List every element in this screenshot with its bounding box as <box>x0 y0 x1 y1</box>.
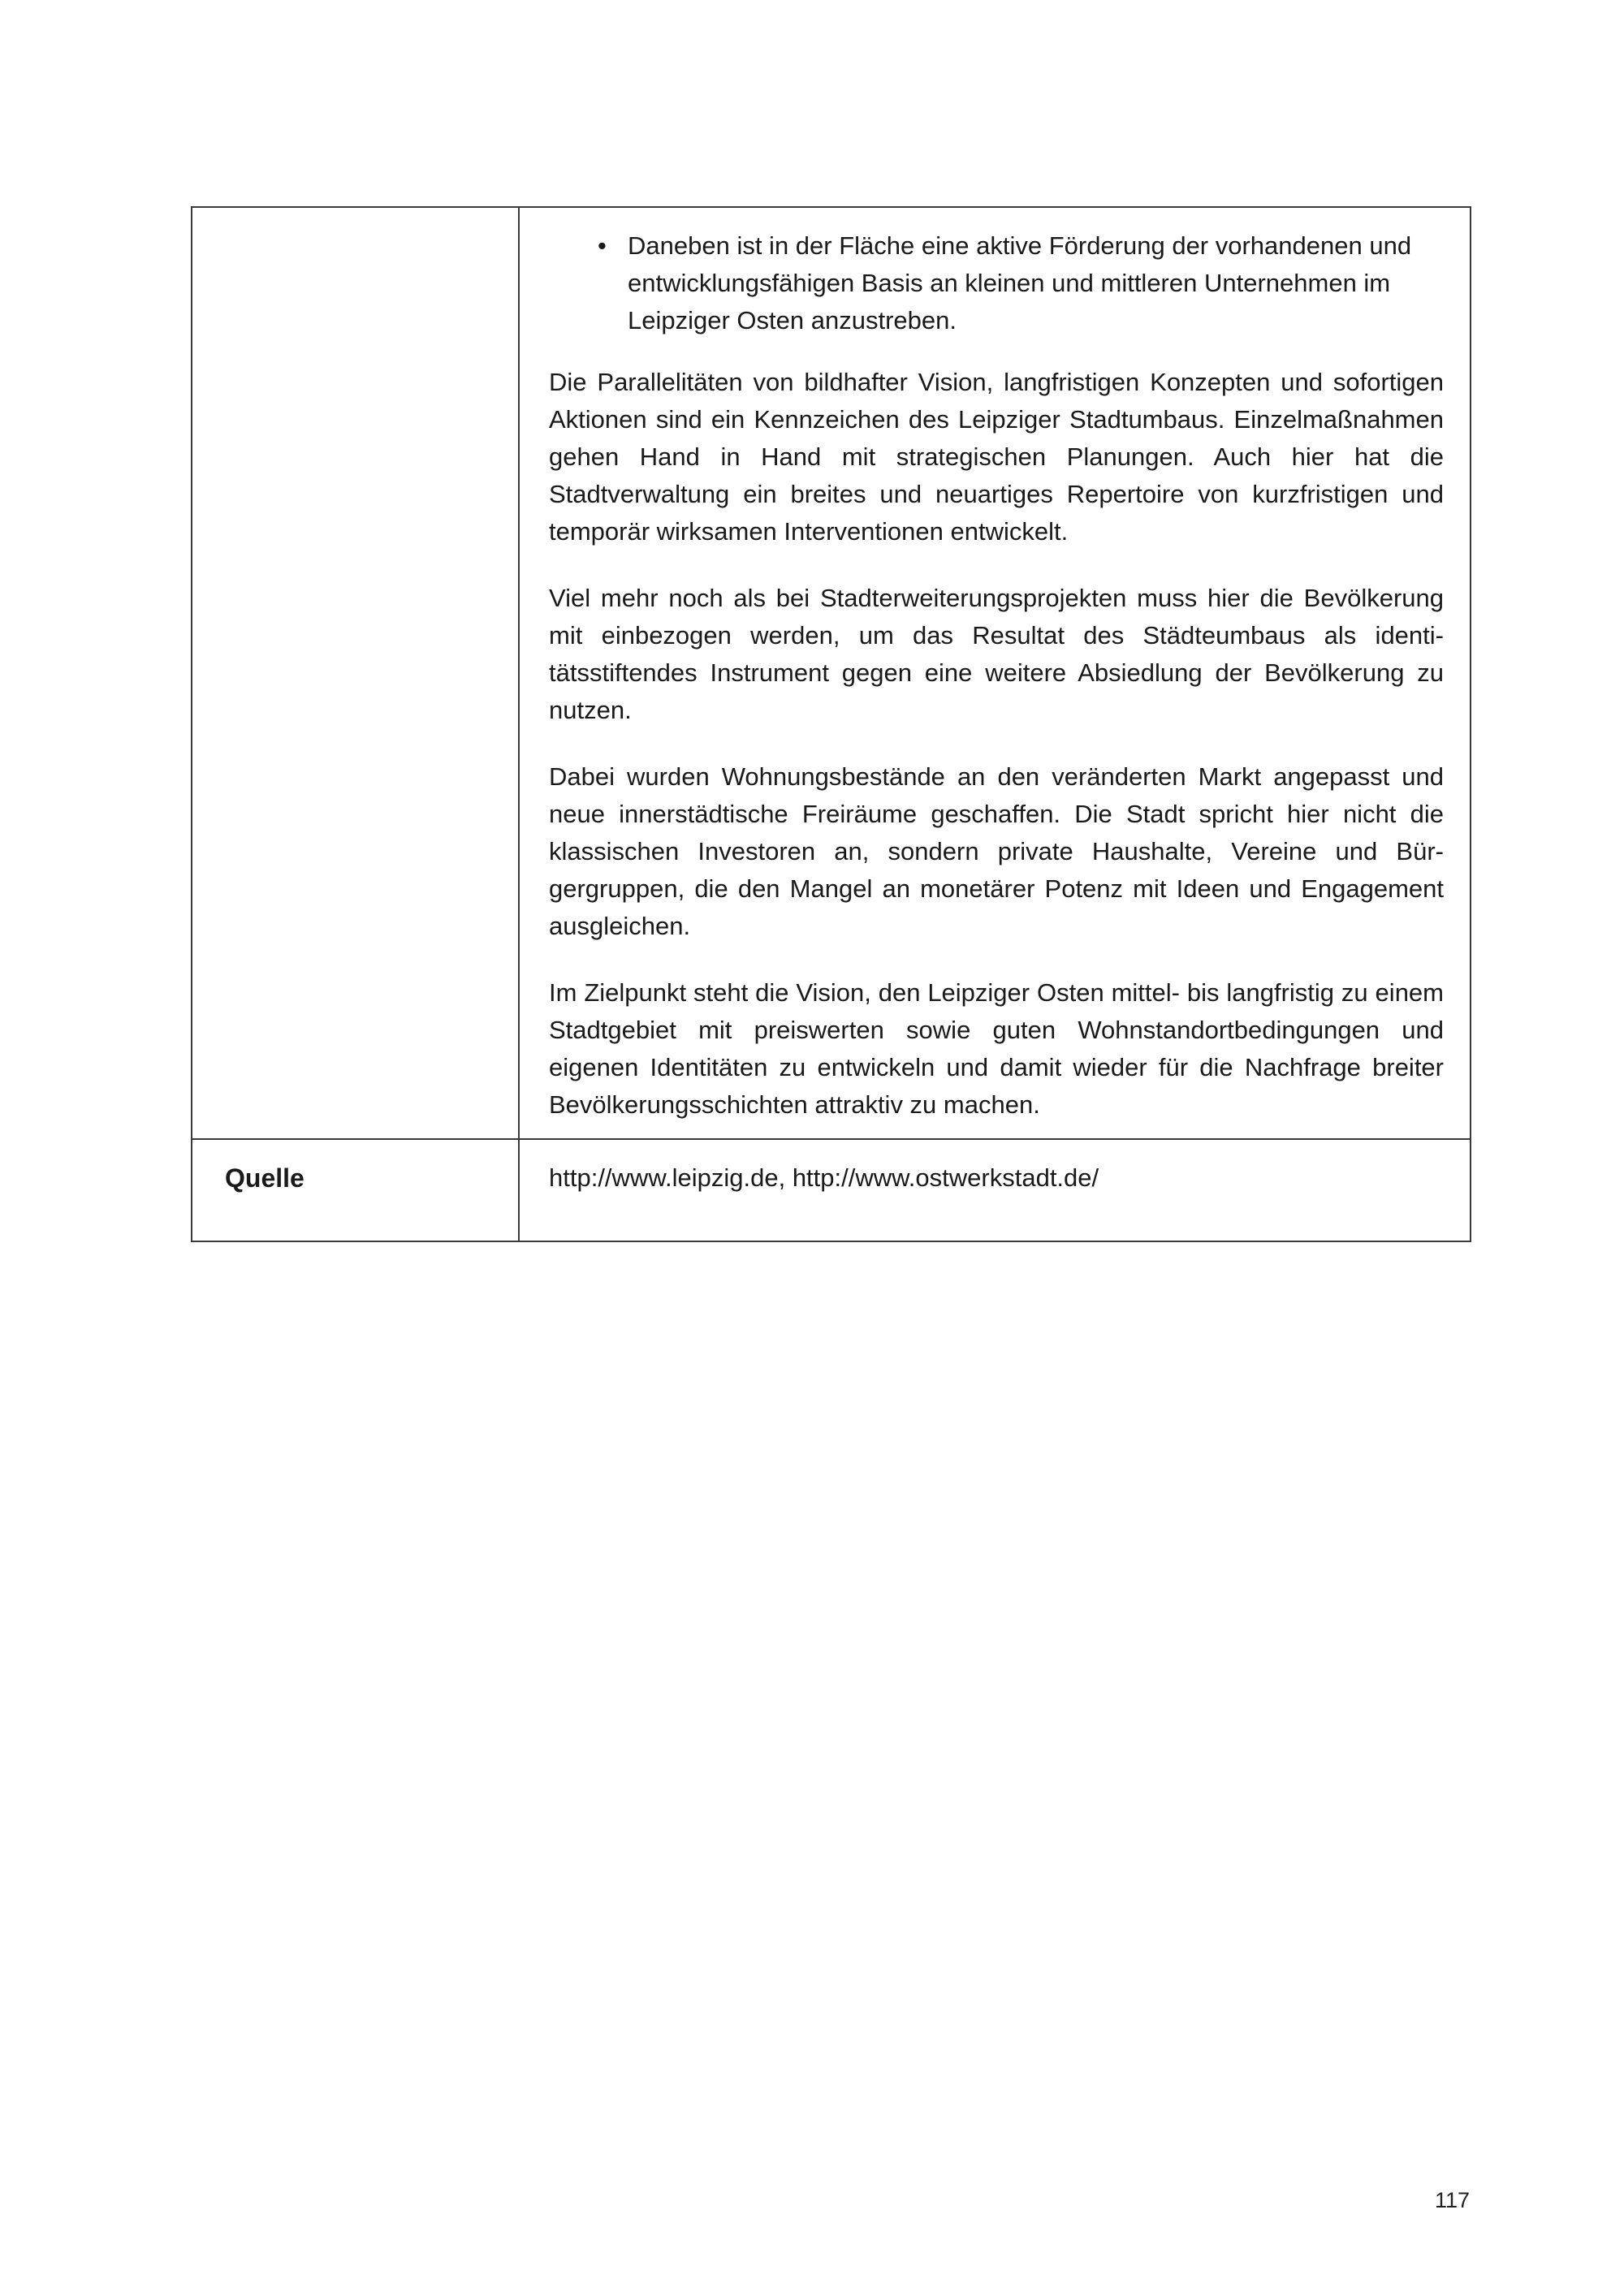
list-item <box>598 227 1444 339</box>
paragraph: Im Zielpunkt steht die Vision, den Leipziger Osten mittel- bis langfristig zu einem Stadtgebiet mit preiswerten sowie guten Wohnstandortbedingungen und eigenen Identitäten zu entwickeln und damit wieder für die Nachfrage breiter Bevölkerungsschichten attraktiv zu machen. <box>549 978 1444 1119</box>
row-label-cell <box>192 207 519 1139</box>
paragraph: Die Parallelitäten von bildhafter Vision, langfristigen Konzepten und sofortigen Aktionen sind ein Kennzeichen des Leipziger Stadtumbaus. Einzelmaßnahmen gehen Hand in Hand mit strategischen Planungen. Auch hier hat die Stadtverwaltung ein breites und neuartiges Repertoire von kurzfristigen und temporär wirksamen Interventionen entwickelt. <box>549 368 1444 546</box>
paragraph: Viel mehr noch als bei Stadterweiterungsprojekten muss hier die Bevölkerung mit einbezogen werden, um das Resultat des Städteumbaus als identitätsstiftendes Instrument gegen eine weitere Absiedlung der Bevölkerung zu nutzen. <box>549 584 1444 724</box>
source-links: http://www.leipzig.de, http://www.ostwerkstadt.de/ <box>519 1139 1471 1241</box>
source-label: Quelle <box>192 1139 519 1241</box>
list-item-text: Daneben ist in der Fläche eine aktive Förderung der vorhandenen und entwicklungsfähigen Basis an kleinen und mittleren Unternehmen im Leipziger Osten anzustreben. <box>628 231 1412 334</box>
bullet-list <box>549 227 1444 339</box>
page-number: 117 <box>1434 2188 1470 2212</box>
table-row <box>192 207 1471 1139</box>
row-content-cell <box>519 207 1471 1139</box>
bullet-icon: • <box>598 231 607 260</box>
paragraph: Dabei wurden Wohnungsbestände an den veränderten Markt angepasst und neue innerstädtische Freiräume geschaffen. Die Stadt spricht hier nicht die klassischen Investoren an, sondern private Haushalte, Vereine und Bürgergruppen, die den Mangel an monetärer Potenz mit Ideen und Engagement ausgleichen. <box>549 762 1444 940</box>
content-table <box>191 206 1471 1242</box>
table-row <box>192 1139 1471 1241</box>
